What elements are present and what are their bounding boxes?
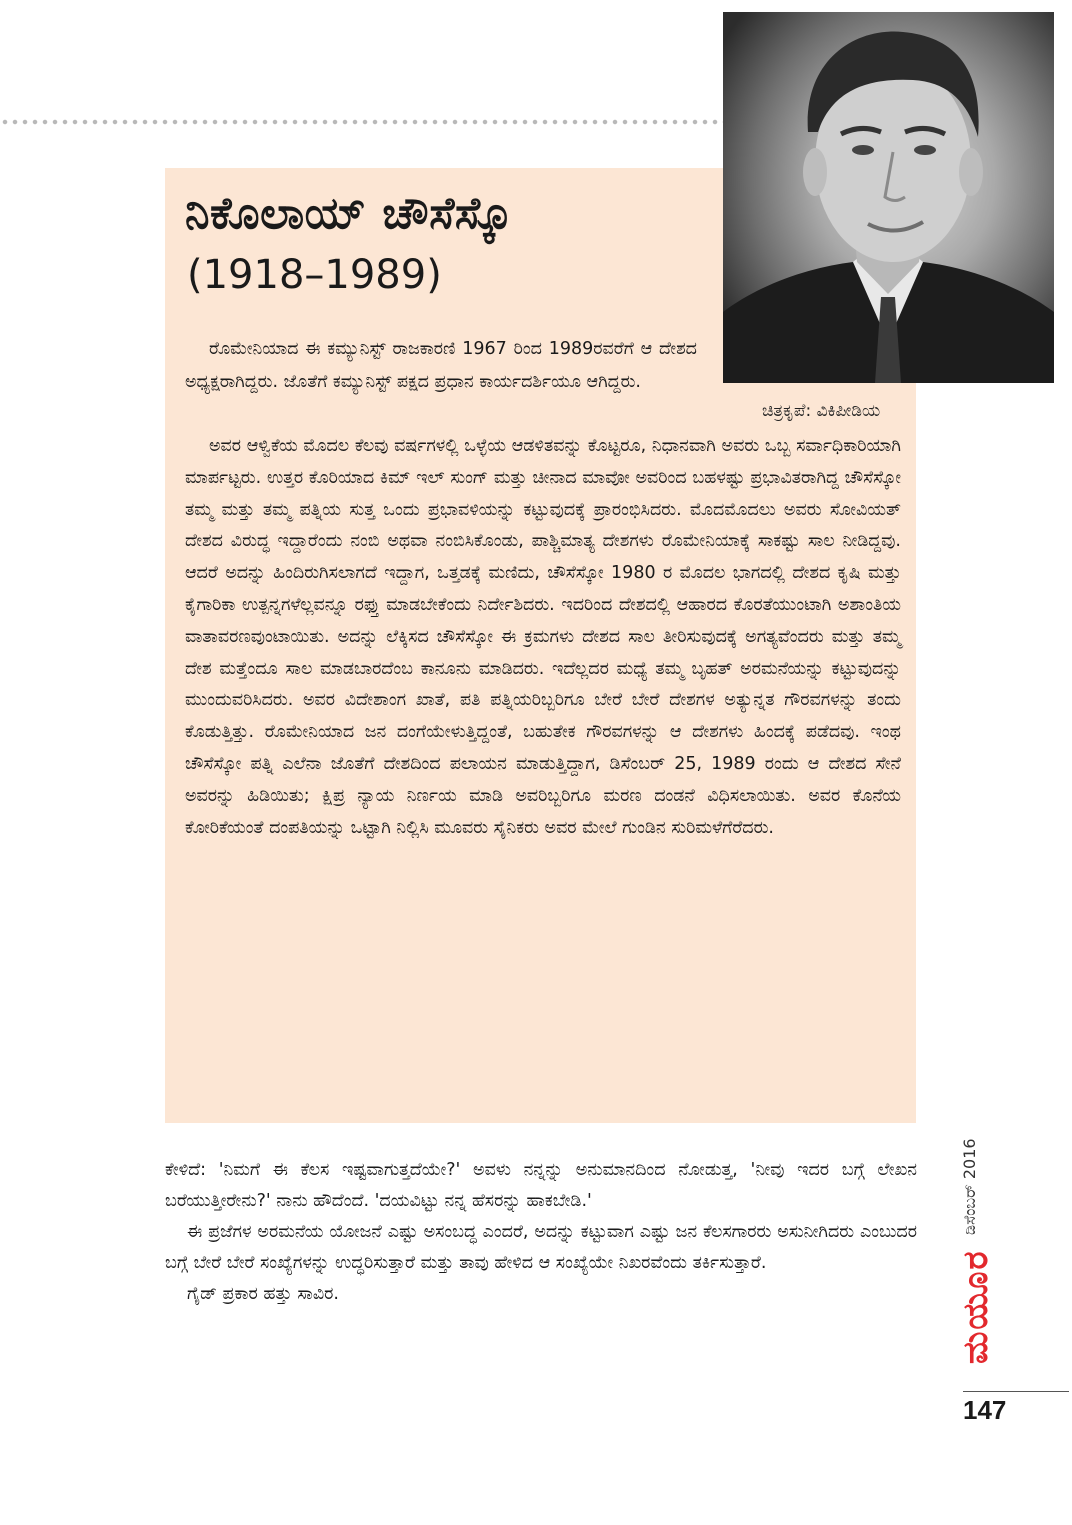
photo-caption: ಚಿತ್ರಕೃಪೆ: ವಿಕಿಪೀಡಿಯ [762, 401, 881, 421]
box-intro-paragraph: ರೊಮೇನಿಯಾದ ಈ ಕಮ್ಯುನಿಸ್ಟ್ ರಾಜಕಾರಣಿ 1967 ರಿಂದ 1989ರವರೆಗೆ ಆ ದೇಶದ ಅಧ್ಯಕ್ಷರಾಗಿದ್ದರು. ಜೊತೆಗೆ ಕಮ್ಯುನಿಸ್ಟ್ ಪಕ್ಷದ ಪ್ರಧಾನ ಕಾರ್ಯದರ್ಶಿಯೂ ಆಗಿದ್ದರು. [185, 339, 697, 392]
side-footer [956, 1105, 1004, 1375]
portrait-illustration [723, 12, 1054, 383]
footer-rule [963, 1391, 1069, 1392]
issue-date: ಡಿಸೆಂಬರ್ 2016 [960, 1138, 979, 1235]
box-years: (1918–1989) [187, 252, 442, 298]
box-title: ನಿಕೊಲಾಯ್ ಚೌಸೆಸ್ಕೊ [185, 188, 513, 239]
page-number: 147 [963, 1395, 1007, 1425]
article-paragraph: ಕೇಳಿದೆ: 'ನಿಮಗೆ ಈ ಕೆಲಸ ಇಷ್ಟವಾಗುತ್ತದೆಯೇ?' ಅವಳು ನನ್ನನ್ನು ಅನುಮಾನದಿಂದ ನೋಡುತ್ತ, 'ನೀವು ಇದರ ಬಗ್ಗೆ ಲೇಖನ ಬರೆಯುತ್ತೀರೇನು?' ನಾನು ಹೌದೆಂದೆ. 'ದಯವಿಟ್ಟು ನನ್ನ ಹೆಸರನ್ನು ಹಾಕಬೇಡಿ.' [165, 1160, 917, 1211]
dotted-separator [0, 118, 730, 126]
article-paragraph: ಗೈಡ್ ಪ್ರಕಾರ ಹತ್ತು ಸಾವಿರ. [187, 1284, 339, 1304]
portrait-photo [723, 12, 1054, 383]
main-article-text [165, 1155, 917, 1310]
article-paragraph: ಈ ಪ್ರಜೆಗಳ ಅರಮನೆಯ ಯೋಜನೆ ಎಷ್ಟು ಅಸಂಬದ್ಧ ಎಂದರೆ, ಅದನ್ನು ಕಟ್ಟುವಾಗ ಎಷ್ಟು ಜನ ಕೆಲಸಗಾರರು ಅಸುನೀಗಿದರು ಎಂಬುದರ ಬಗ್ಗೆ ಬೇರೆ ಬೇರೆ ಸಂಖ್ಯೆಗಳನ್ನು ಉದ್ಧರಿಸುತ್ತಾರೆ ಮತ್ತು ತಾವು ಹೇಳಿದ ಆ ಸಂಖ್ಯೆಯೇ ನಿಖರವೆಂದು ತರ್ಕಿಸುತ್ತಾರೆ. [165, 1222, 917, 1273]
magazine-logo: ಮಯೂರ [956, 1249, 996, 1365]
box-body-paragraph: ಅವರ ಆಳ್ವಿಕೆಯ ಮೊದಲ ಕೆಲವು ವರ್ಷಗಳಲ್ಲಿ ಒಳ್ಳೆಯ ಆಡಳಿತವನ್ನು ಕೊಟ್ಟರೂ, ನಿಧಾನವಾಗಿ ಅವರು ಒಬ್ಬ ಸರ್ವಾಧಿಕಾರಿಯಾಗಿ ಮಾರ್ಪಟ್ಟರು. ಉತ್ತರ ಕೊರಿಯಾದ ಕಿಮ್ ಇಲ್ ಸುಂಗ್ ಮತ್ತು ಚೀನಾದ ಮಾವೋ ಅವರಿಂದ ಬಹಳಷ್ಟು ಪ್ರಭಾವಿತರಾಗಿದ್ದ ಚೌಸೆಸ್ಕೋ ತಮ್ಮ ಮತ್ತು ತಮ್ಮ ಪತ್ನಿಯ ಸುತ್ತ ಒಂದು ಪ್ರಭಾವಳಿಯನ್ನು ಕಟ್ಟುವುದಕ್ಕೆ ಪ್ರಾರಂಭಿಸಿದರು. ಮೊದಮೊದಲು ಅವರು ಸೋವಿಯತ್ ದೇಶದ ವಿರುದ್ಧ ಇದ್ದಾರೆಂದು ನಂಬಿ ಅಥವಾ ನಂಬಿಸಿಕೊಂಡು, ಪಾಶ್ಚಿಮಾತ್ಯ ದೇಶಗಳು ರೊಮೇನಿಯಾಕ್ಕೆ ಸಾಕಷ್ಟು ಸಾಲ ನೀಡಿದ್ದವು. ಆದರೆ ಅದನ್ನು ಹಿಂದಿರುಗಿಸಲಾಗದೆ ಇದ್ದಾಗ, ಒತ್ತಡಕ್ಕೆ ಮಣಿದು, ಚೌಸೆಸ್ಕೋ 1980 ರ ಮೊದಲ ಭಾಗದಲ್ಲಿ ದೇಶದ ಕೃಷಿ ಮತ್ತು ಕೈಗಾರಿಕಾ ಉತ್ಪನ್ನಗಳೆಲ್ಲವನ್ನೂ ರಫ್ತು ಮಾಡಬೇಕೆಂದು ನಿರ್ದೇಶಿದರು. ಇದರಿಂದ ದೇಶದಲ್ಲಿ ಆಹಾರದ ಕೊರತೆಯುಂಟಾಗಿ ಅಶಾಂತಿಯ ವಾತಾವರಣವುಂಟಾಯಿತು. ಅದನ್ನು ಲೆಕ್ಕಿಸದ ಚೌಸೆಸ್ಕೋ ಈ ಕ್ರಮಗಳು ದೇಶದ ಸಾಲ ತೀರಿಸುವುದಕ್ಕೆ ಅಗತ್ಯವೆಂದರು ಮತ್ತು ತಮ್ಮ ದೇಶ ಮತ್ತೆಂದೂ ಸಾಲ ಮಾಡಬಾರದೆಂಬ ಕಾನೂನು ಮಾಡಿದರು. ಇದೆಲ್ಲದರ ಮಧ್ಯೆ ತಮ್ಮ ಬೃಹತ್ ಅರಮನೆಯನ್ನು ಕಟ್ಟುವುದನ್ನು ಮುಂದುವರಿಸಿದರು. ಅವರ ವಿದೇಶಾಂಗ ಖಾತೆ, ಪತಿ ಪತ್ನಿಯರಿಬ್ಬರಿಗೂ ಬೇರೆ ಬೇರೆ ದೇಶಗಳ ಅತ್ಯುನ್ನತ ಗೌರವಗಳನ್ನು ತಂದು ಕೊಡುತ್ತಿತ್ತು. ರೊಮೇನಿಯಾದ ಜನ ದಂಗೆಯೇಳುತ್ತಿದ್ದಂತೆ, ಬಹುತೇಕ ಗೌರವಗಳನ್ನು ಆ ದೇಶಗಳು ಹಿಂದಕ್ಕೆ ಪಡೆದವು. ಇಂಥ ಚೌಸೆಸ್ಕೋ ಪತ್ನಿ ಎಲೆನಾ ಜೊತೆಗೆ ದೇಶದಿಂದ ಪಲಾಯನ ಮಾಡುತ್ತಿದ್ದಾಗ, ಡಿಸೆಂಬರ್ 25, 1989 ರಂದು ಆ ದೇಶದ ಸೇನೆ ಅವರನ್ನು ಹಿಡಿಯಿತು; ಕ್ಷಿಪ್ರ ನ್ಯಾಯ ನಿರ್ಣಯ ಮಾಡಿ ಅವರಿಬ್ಬರಿಗೂ ಮರಣ ದಂಡನೆ ವಿಧಿಸಲಾಯಿತು. ಅವರ ಕೊನೆಯ ಕೋರಿಕೆಯಂತೆ ದಂಪತಿಯನ್ನು ಒಟ್ಟಾಗಿ ನಿಲ್ಲಿಸಿ ಮೂವರು ಸೈನಿಕರು ಅವರ ಮೇಲೆ ಗುಂಡಿನ ಸುರಿಮಳೆಗೆರೆದರು. [185, 436, 901, 838]
